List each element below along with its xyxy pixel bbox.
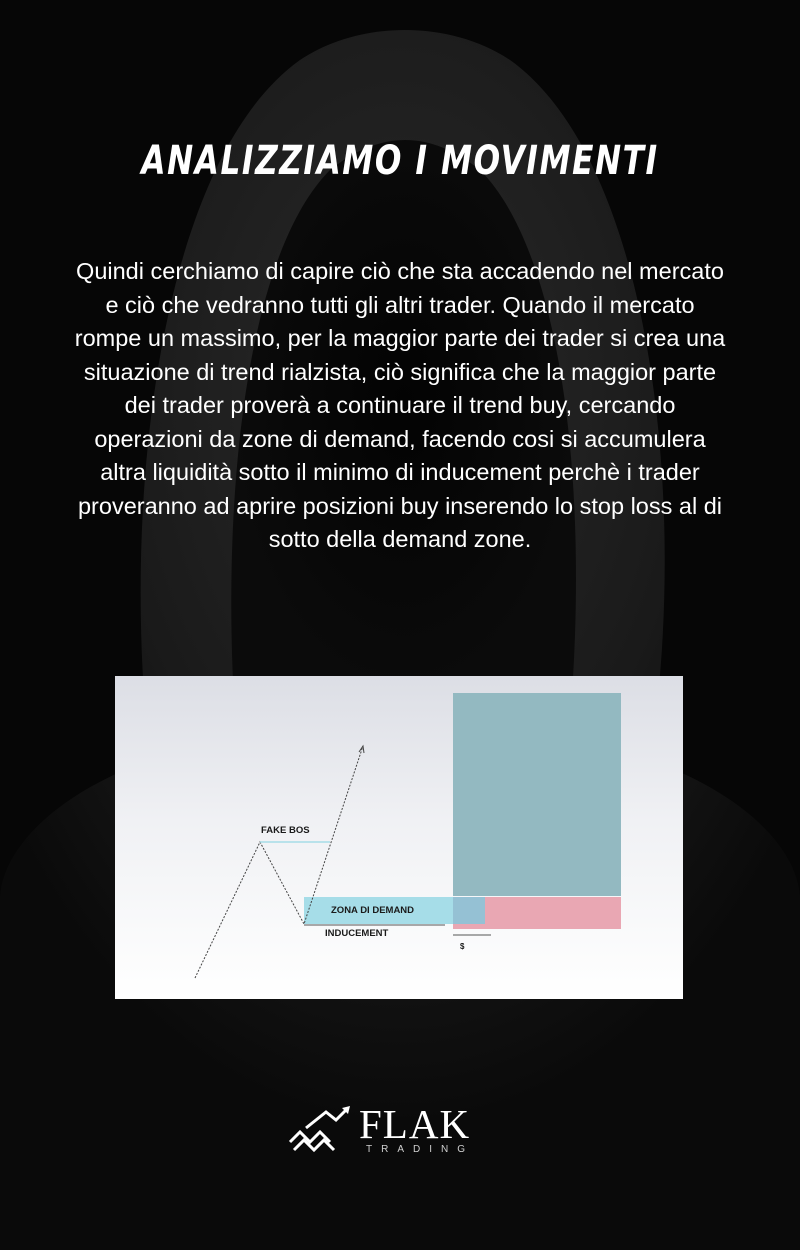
- logo-chart-icon: [286, 1106, 356, 1158]
- price-path: [115, 676, 683, 999]
- demand-zone-diagram: [115, 676, 683, 999]
- fake-bos-label: FAKE BOS: [261, 825, 310, 836]
- logo-wordmark: FLAK: [359, 1101, 471, 1147]
- dollar-label: $: [460, 942, 465, 951]
- flak-trading-logo: [286, 1100, 506, 1162]
- body-paragraph: Quindi cerchiamo di capire ciò che sta accadendo nel mercato e ciò che vedranno tutti gli altri trader. Quando il mercato rompe un massimo, per la maggior parte dei trader si crea una situazione di trend rialzista, ciò significa che la maggior parte dei trader proverà a continuare il trend buy, cercando operazioni da zone di demand, facendo cosi si accumulera altra liquidità sotto il minimo di inducement perchè i trader proveranno ad aprire posizioni buy inserendo lo stop loss al di sotto della demand zone.: [74, 258, 726, 552]
- inducement-label: INDUCEMENT: [325, 928, 389, 939]
- page-title: ANALIZZIAMO I MOVIMENTI: [141, 138, 659, 184]
- zona-demand-label: ZONA DI DEMAND: [331, 905, 415, 916]
- logo-subtitle: TRADING: [366, 1144, 474, 1155]
